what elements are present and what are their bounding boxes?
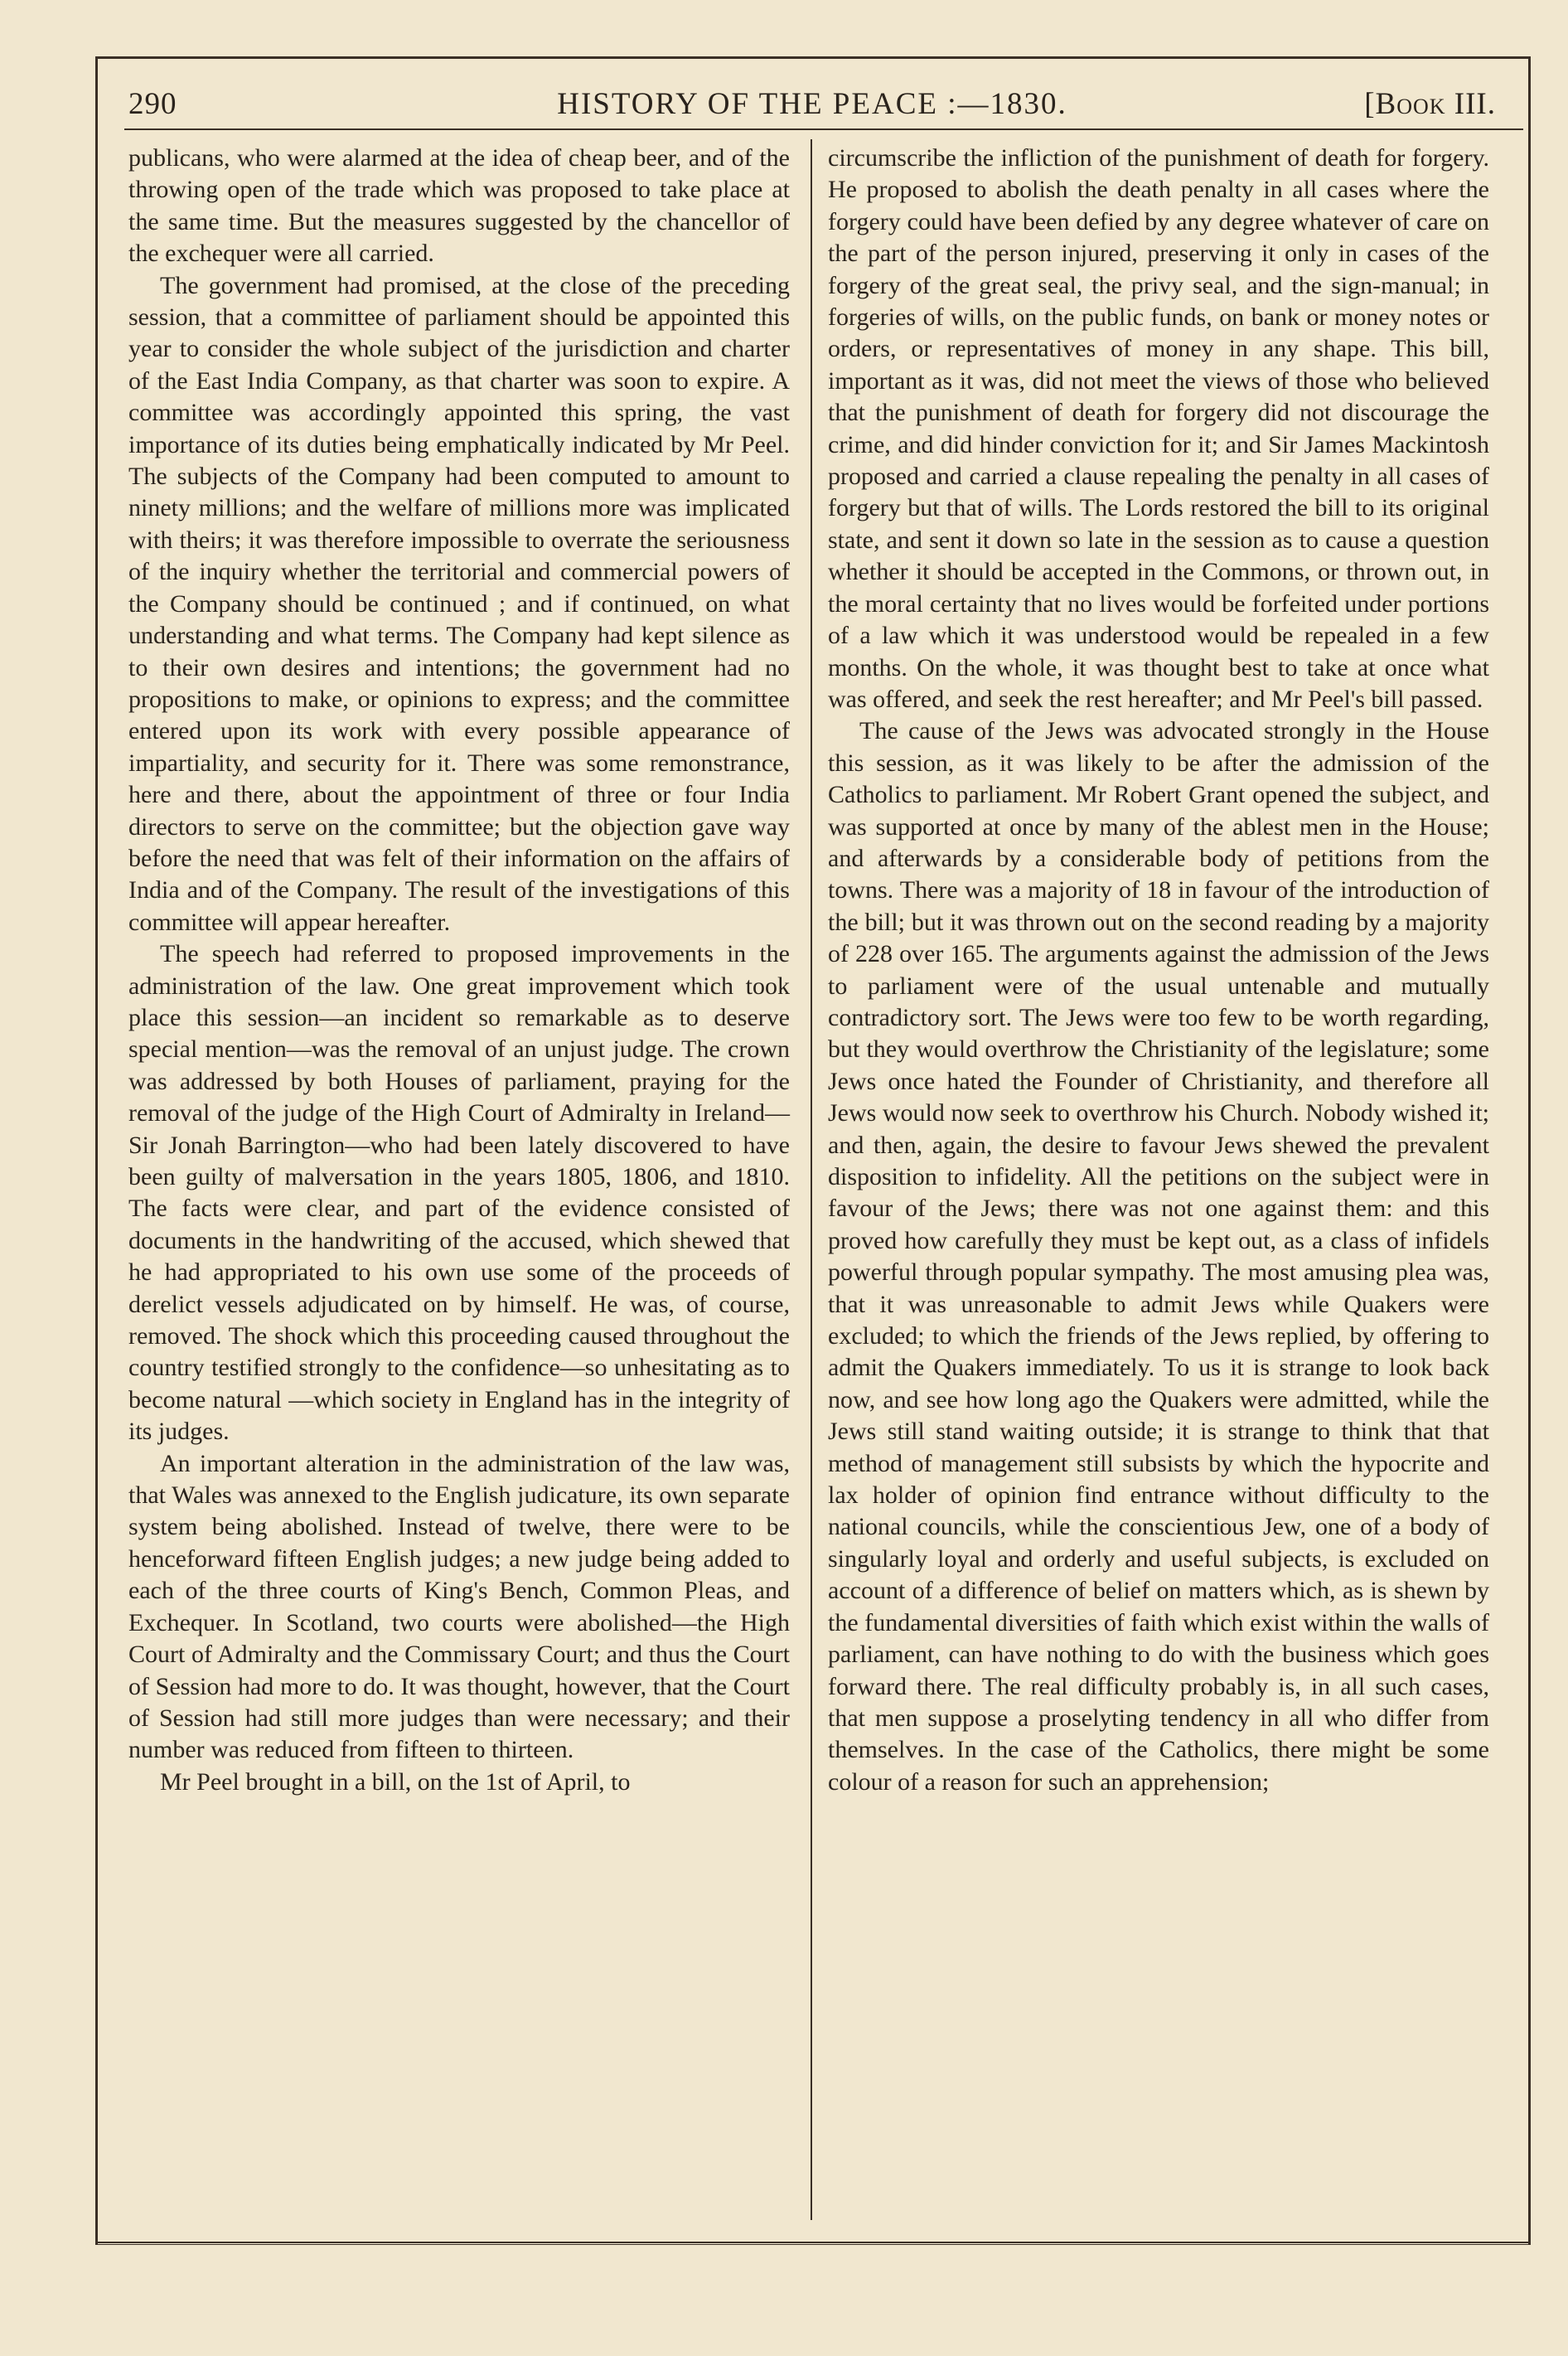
bottom-rule (95, 2242, 1531, 2243)
header-rule (124, 128, 1523, 130)
paragraph: An important alteration in the administration of the law was, that Wales was annexed to the English judicature, its own separate system being abolished. Instead of twelve, there were to be henceforward fifteen English judges; a new judge being added to each of the three courts of King's Bench, Common Pleas, and Exchequer. In Scotland, two courts were abolished—the High Court of Admiralty and the Commissary Court; and thus the Court of Session had more to do. It was thought, however, that the Court of Session had still more judges than were necessary; and their number was reduced from fifteen to thirteen. (128, 1449, 790, 1764)
running-title: HISTORY OF THE PEACE :—1830. (557, 87, 1067, 121)
paragraph: The government had promised, at the close of the preceding session, that a committee of parliament should be appointed this year to consider the whole subject of the jurisdiction and charter of the East India Company, as that charter was soon to expire. A committee was accordingly appointed this spring, the vast importance of its duties being emphatically indicated by Mr Peel. The subjects of the Company had been computed to amount to ninety millions; and the welfare of millions more was implicated with theirs; it was therefore impossible to overrate the seriousness of the inquiry whether the territorial and commercial powers of the Company should be continued ; and if continued, on what understanding and what terms. The Company had kept silence as to their own desires and intentions; the government had no propositions to make, or opinions to express; and the committee entered upon its work with every possible appearance of impartiality, and security for it. There was some remonstrance, here and there, about the appointment of three or four India directors to serve on the committee; but the objection gave way before the need that was felt of their information on the affairs of India and of the Company. The result of the investigations of this committee will appear hereafter. (128, 271, 790, 936)
running-header (128, 81, 1496, 131)
left-column (128, 143, 790, 1798)
paragraph: The cause of the Jews was advocated strongly in the House this session, as it was likely to be after the admission of the Catholics to parliament. Mr Robert Grant opened the subject, and was supported at once by many of the ablest men in the House; and afterwards by a considerable body of petitions from the towns. There was a majority of 18 in favour of the introduction of the bill; but it was thrown out on the second reading by a majority of 228 over 165. The arguments against the admission of the Jews to parliament were of the usual untenable and mutually contradictory sort. The Jews were too few to be worth regarding, but they would overthrow the Christianity of the legislature; some Jews once hated the Founder of Christianity, and therefore all Jews would now seek to overthrow his Church. Nobody wished it; and then, again, the desire to favour Jews shewed the prevalent disposition to infidelity. All the petitions on the subject were in favour of the Jews; there was not one against them: and this proved how carefully they must be kept out, as a class of infidels powerful through popular sympathy. The most amusing plea was, that it was unreasonable to admit Jews while Quakers were excluded; to which the friends of the Jews replied, by offering to admit the Quakers immediately. To us it is strange to look back now, and see how long ago the Quakers were admitted, while the Jews still stand waiting outside; it is strange to think that that method of management still subsists by which the hypocrite and lax holder of opinion find entrance without difficulty to the national councils, while the conscientious Jew, one of a body of singularly loyal and orderly and useful subjects, is excluded on account of a difference of belief on matters which, as is shewn by the fundamental diversities of faith which exist within the walls of parliament, can have nothing to do with the business which goes forward there. The real difficulty probably is, in all such cases, that men suppose a proselyting tendency in all who differ from themselves. In the case of the Catholics, there might be some colour of a reason for such an apprehension; (828, 717, 1489, 1796)
column-divider (811, 139, 812, 2220)
book-label: [Book III. (1364, 87, 1496, 121)
paragraph: The speech had referred to proposed improvements in the administration of the law. One great improvement which took place this session—an incident so remarkable as to deserve special mention—was the removal of an unjust judge. The crown was addressed by both Houses of parliament, praying for the removal of the judge of the High Court of Admiralty in Ireland—Sir Jonah Barrington—who had been lately discovered to have been guilty of malversation in the years 1805, 1806, and 1810. The facts were clear, and part of the evidence consisted of documents in the handwriting of the accused, which shewed that he had appropriated to his own use some of the proceeds of derelict vessels adjudicated on by himself. He was, of course, removed. The shock which this proceeding caused throughout the country testified strongly to the confidence—so unhesitating as to become natural —which society in England has in the integrity of its judges. (128, 940, 790, 1446)
paragraph: Mr Peel brought in a bill, on the 1st of April, to (160, 1767, 631, 1796)
paragraph: publicans, who were alarmed at the idea of cheap beer, and of the throwing open of the trade which was proposed to take place at the same time. But the measures suggested by the chancellor of the exchequer were all carried. (128, 144, 790, 268)
paragraph: circumscribe the infliction of the punishment of death for forgery. He proposed to abolish the death penalty in all cases where the forgery could have been defied by any degree whatever of care on the part of the person injured, preserving it only in cases of the forgery of the great seal, the privy seal, and the sign-manual; in forgeries of wills, on the public funds, on bank or money notes or orders, or representatives of money in any shape. This bill, important as it was, did not meet the views of those who believed that the punishment of death for forgery did not discourage the crime, and did hinder conviction for it; and Sir James Mackintosh proposed and carried a clause repealing the penalty in all cases of forgery but that of wills. The Lords restored the bill to its original state, and sent it down so late in the session as to cause a question whether it should be accepted in the Commons, or thrown out, in the moral certainty that no lives would be forfeited under portions of a law which it was understood would be repealed in a few months. On the whole, it was thought best to take at once what was offered, and seek the rest hereafter; and Mr Peel's bill passed. (828, 144, 1489, 713)
page-number: 290 (128, 87, 177, 121)
right-column (828, 143, 1489, 1798)
